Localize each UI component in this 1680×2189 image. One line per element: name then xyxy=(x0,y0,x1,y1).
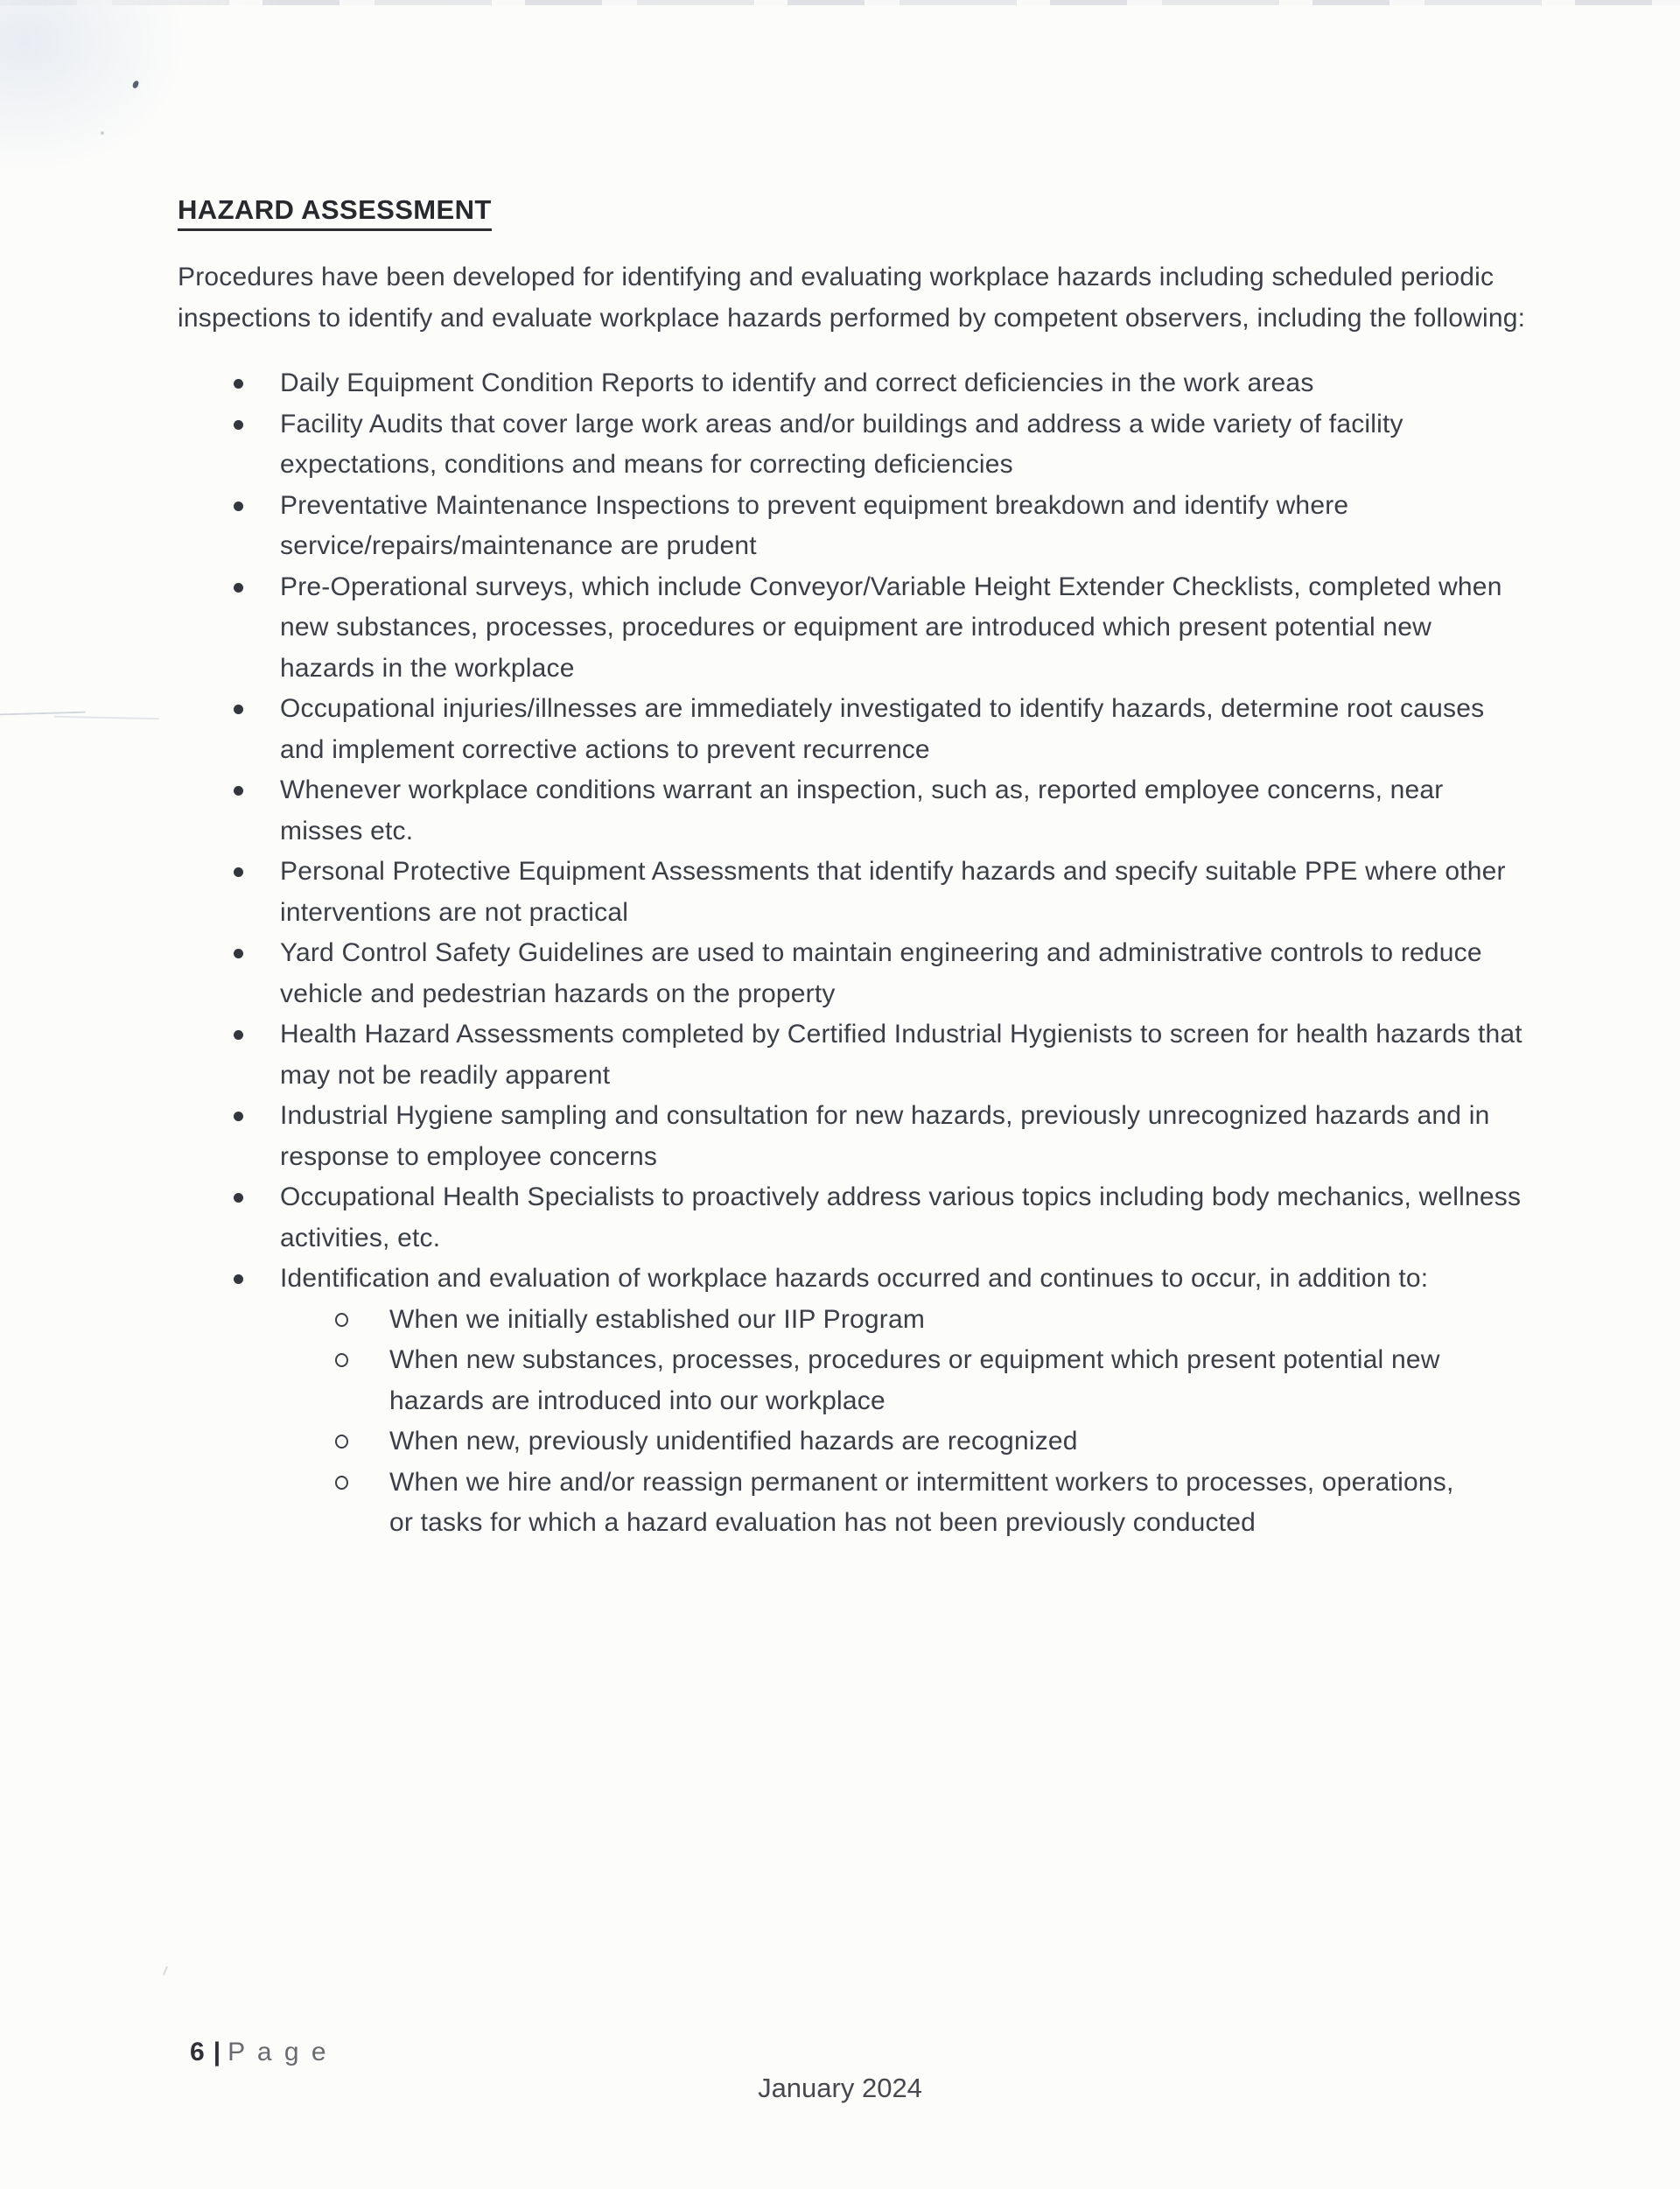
intro-paragraph: Procedures have been developed for identifying and evaluating workplace hazards including scheduled periodic inspections to identify and evaluate workplace hazards performed by competent observers, including the following: xyxy=(178,263,1526,333)
footer-page-label: P a g e xyxy=(228,2038,329,2066)
paper-fold-crease xyxy=(54,716,159,724)
bullet-item xyxy=(178,852,1532,933)
sub-bullet-list xyxy=(280,1300,1532,1544)
bullet-text: Occupational Health Specialists to proactively address various topics including body mechanics, wellness activities, etc. xyxy=(280,1182,1522,1252)
sub-bullet-item xyxy=(280,1463,1532,1544)
sub-bullet-text: When new, previously unidentified hazards are recognized xyxy=(389,1427,1078,1456)
bullet-item xyxy=(178,363,1532,404)
bullet-item xyxy=(178,770,1532,852)
sub-bullet-item xyxy=(280,1340,1532,1421)
bullet-item xyxy=(178,1014,1532,1096)
page-number-footer xyxy=(190,2038,329,2067)
bullet-item xyxy=(178,689,1532,770)
bullet-item xyxy=(178,567,1532,690)
bullet-text: Yard Control Safety Guidelines are used to maintain engineering and administrative controls to reduce vehicle and pedestrian hazards on the property xyxy=(280,938,1482,1008)
bullet-text: Industrial Hygiene sampling and consultation for new hazards, previously unrecognized hazards and in response to employee concerns xyxy=(280,1101,1490,1171)
document-body xyxy=(178,191,1532,1544)
footer-separator: | xyxy=(213,2038,221,2066)
bullet-text: Daily Equipment Condition Reports to identify and correct deficiencies in the work areas xyxy=(280,368,1314,397)
bullet-item xyxy=(178,486,1532,567)
bullet-text: Occupational injuries/illnesses are immediately investigated to identify hazards, determine root causes and implement corrective actions to prevent recurrence xyxy=(280,694,1485,764)
ink-speck xyxy=(101,131,104,135)
bullet-item xyxy=(178,933,1532,1014)
bullet-text: Pre-Operational surveys, which include Conveyor/Variable Height Extender Checklists, completed when new substances, processes, procedures or equipment are introduced which present potential new hazards in the workplace xyxy=(280,572,1502,683)
sub-bullet-text: When new substances, processes, procedures or equipment which present potential new hazards are introduced into our workplace xyxy=(389,1345,1440,1415)
bullet-item xyxy=(178,1096,1532,1177)
scan-corner-shadow xyxy=(0,0,210,193)
bullet-text: Whenever workplace conditions warrant an inspection, such as, reported employee concerns, near misses etc. xyxy=(280,775,1444,845)
bullet-text: Identification and evaluation of workplace hazards occurred and continues to occur, in addition to: xyxy=(280,1264,1429,1293)
bullet-text: Health Hazard Assessments completed by Certified Industrial Hygienists to screen for health hazards that may not be readily apparent xyxy=(280,1020,1522,1090)
bullet-item xyxy=(178,404,1532,486)
bullet-text: Preventative Maintenance Inspections to prevent equipment breakdown and identify where service/repairs/maintenance are prudent xyxy=(280,490,1349,560)
hazard-bullet-list xyxy=(178,363,1532,1544)
bullet-text: Facility Audits that cover large work areas and/or buildings and address a wide variety of facility expectations, conditions and means for correcting deficiencies xyxy=(280,409,1404,479)
section-title: HAZARD ASSESSMENT xyxy=(178,193,492,231)
footer-date: January 2024 xyxy=(758,2073,922,2103)
sub-bullet-text: When we initially established our IIP Program xyxy=(389,1304,926,1334)
sub-bullet-text: When we hire and/or reassign permanent or intermittent workers to processes, operations, or tasks for which a hazard evaluation has not been previously conducted xyxy=(389,1467,1454,1537)
sub-bullet-item xyxy=(280,1300,1532,1341)
bullet-text: Personal Protective Equipment Assessments that identify hazards and specify suitable PPE where other interventions are not practical xyxy=(280,857,1506,927)
bullet-item xyxy=(178,1177,1532,1259)
ink-speck xyxy=(163,1966,168,1975)
scan-edge-artifact xyxy=(0,0,1680,5)
footer-page-number: 6 xyxy=(190,2038,205,2066)
sub-bullet-item xyxy=(280,1421,1532,1463)
bullet-item xyxy=(178,1259,1532,1544)
